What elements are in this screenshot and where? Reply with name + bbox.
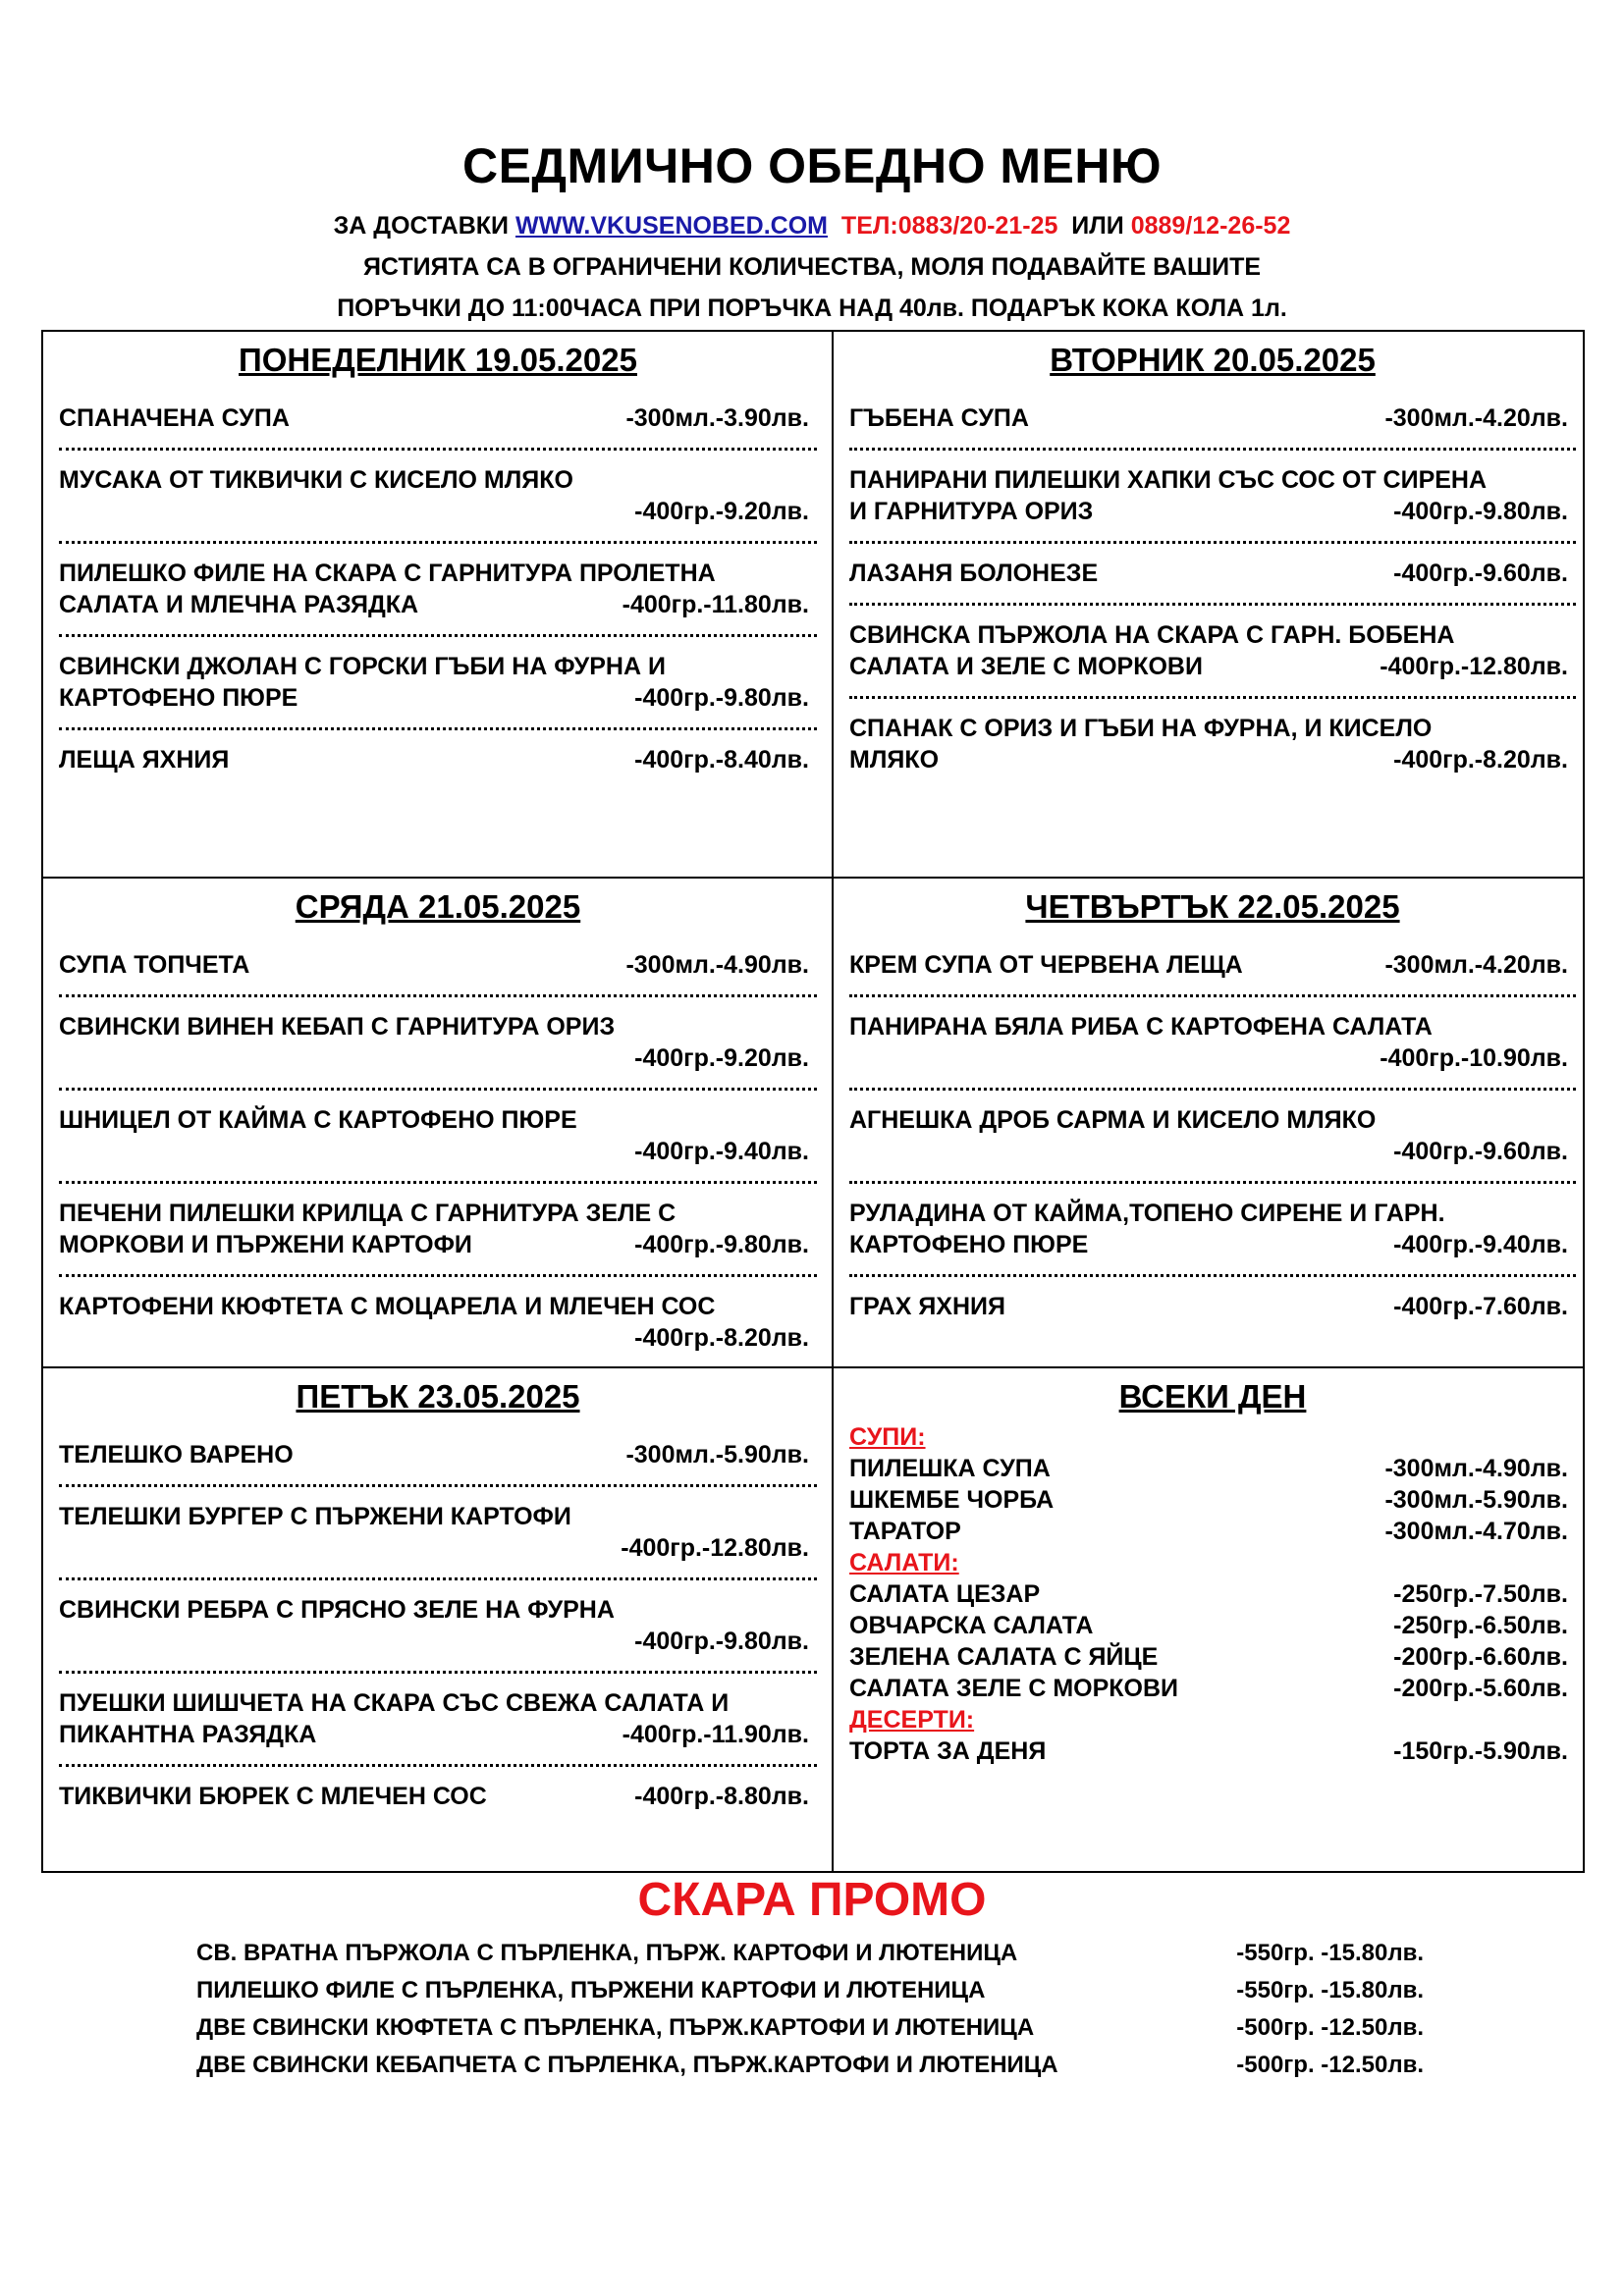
menu-item: МУСАКА ОТ ТИКВИЧКИ С КИСЕЛО МЛЯКО -400гр.-9.20лв.: [59, 466, 809, 525]
menu-item: ПАНИРАНА БЯЛА РИБА С КАРТОФЕНА САЛАТА -400гр.-10.90лв.: [849, 1013, 1568, 1072]
promo-title: СКАРА ПРОМО: [637, 1874, 987, 1926]
phone-primary: ТЕЛ:0883/20-21-25: [840, 212, 1058, 240]
promo-item: ПИЛЕШКО ФИЛЕ С ПЪРЛЕНКА, ПЪРЖЕНИ КАРТОФИ И ЛЮТЕНИЦА -550гр. -15.80лв.: [196, 1977, 1424, 2003]
menu-item: СВИНСКИ РЕБРА С ПРЯСНО ЗЕЛЕ НА ФУРНА -400гр.-9.80лв.: [59, 1596, 809, 1655]
list-item: ТОРТА ЗА ДЕНЯ -150гр.-5.90лв.: [849, 1737, 1568, 1765]
dotted-separator: [849, 1274, 1576, 1277]
website-link[interactable]: WWW.VKUSENOBED.COM: [514, 212, 829, 240]
menu-item: ПУЕШКИ ШИШЧЕТА НА СКАРА СЪС СВЕЖА САЛАТА И ПИКАНТНА РАЗЯДКА -400гр.-11.90лв.: [59, 1689, 809, 1748]
or-label: ИЛИ: [1071, 212, 1124, 240]
dotted-separator: [59, 541, 817, 544]
day-title: ЧЕТВЪРТЪК 22.05.2025: [1025, 888, 1400, 925]
list-item: ТАРАТОР -300мл.-4.70лв.: [849, 1518, 1568, 1545]
day-friday: [59, 1368, 817, 1812]
phone-secondary: 0889/12-26-52: [1130, 212, 1291, 240]
menu-item: ТЕЛЕШКИ БУРГЕР С ПЪРЖЕНИ КАРТОФИ -400гр.-12.80лв.: [59, 1503, 809, 1562]
category-soups: СУПИ:: [849, 1423, 926, 1451]
dotted-separator: [59, 727, 817, 730]
dotted-separator: [59, 994, 817, 997]
dotted-separator: [59, 1577, 817, 1580]
grid-divider-vertical: [832, 332, 834, 1871]
day-title: СРЯДА 21.05.2025: [295, 888, 581, 925]
dotted-separator: [59, 1181, 817, 1184]
menu-item: СВИНСКИ ДЖОЛАН С ГОРСКИ ГЪБИ НА ФУРНА И КАРТОФЕНО ПЮРЕ -400гр.-9.80лв.: [59, 653, 809, 712]
list-item: ЗЕЛЕНА САЛАТА С ЯЙЦЕ -200гр.-6.60лв.: [849, 1643, 1568, 1671]
list-item: ОВЧАРСКА САЛАТА -250гр.-6.50лв.: [849, 1612, 1568, 1639]
menu-item: ЛАЗАНЯ БОЛОНЕЗЕ -400гр.-9.60лв.: [849, 560, 1568, 587]
promo-item: СВ. ВРАТНА ПЪРЖОЛА С ПЪРЛЕНКА, ПЪРЖ. КАРТОФИ И ЛЮТЕНИЦА -550гр. -15.80лв.: [196, 1940, 1424, 1966]
dotted-separator: [59, 1088, 817, 1091]
dotted-separator: [849, 994, 1576, 997]
day-title: ПОНЕДЕЛНИК 19.05.2025: [239, 342, 637, 378]
dotted-separator: [849, 603, 1576, 606]
day-title: ПЕТЪК 23.05.2025: [296, 1378, 580, 1415]
delivery-line: [0, 212, 1624, 240]
dotted-separator: [849, 696, 1576, 699]
menu-grid: [41, 330, 1585, 1873]
day-tuesday: [849, 332, 1576, 775]
day-wednesday: [59, 879, 817, 1354]
menu-item: СВИНСКА ПЪРЖОЛА НА СКАРА С ГАРН. БОБЕНА САЛАТА И ЗЕЛЕ С МОРКОВИ -400гр.-12.80лв.: [849, 621, 1568, 680]
menu-item: ЛЕЩА ЯХНИЯ -400гр.-8.40лв.: [59, 746, 809, 774]
dotted-separator: [59, 1274, 817, 1277]
list-item: ПИЛЕШКА СУПА -300мл.-4.90лв.: [849, 1455, 1568, 1482]
menu-item: РУЛАДИНА ОТ КАЙМА,ТОПЕНО СИРЕНЕ И ГАРН. КАРТОФЕНО ПЮРЕ -400гр.-9.40лв.: [849, 1200, 1568, 1258]
page-title: СЕДМИЧНО ОБЕДНО МЕНЮ: [461, 138, 1163, 193]
list-item: САЛАТА ЗЕЛЕ С МОРКОВИ -200гр.-5.60лв.: [849, 1675, 1568, 1702]
notice-line-1: ЯСТИЯТА СА В ОГРАНИЧЕНИ КОЛИЧЕСТВА, МОЛЯ ПОДАВАЙТЕ ВАШИТЕ: [362, 253, 1262, 281]
dotted-separator: [849, 1181, 1576, 1184]
dotted-separator: [59, 1764, 817, 1767]
menu-item: ТЕЛЕШКО ВАРЕНО -300мл.-5.90лв.: [59, 1441, 809, 1468]
menu-item: ТИКВИЧКИ БЮРЕК С МЛЕЧЕН СОС -400гр.-8.80лв.: [59, 1783, 809, 1810]
dotted-separator: [59, 1671, 817, 1674]
list-item: ШКЕМБЕ ЧОРБА -300мл.-5.90лв.: [849, 1486, 1568, 1514]
notice-line-2: ПОРЪЧКИ ДО 11:00ЧАСА ПРИ ПОРЪЧКА НАД 40лв. ПОДАРЪК КОКА КОЛА 1л.: [337, 294, 1287, 322]
dotted-separator: [849, 541, 1576, 544]
category-desserts: ДЕСЕРТИ:: [849, 1706, 975, 1734]
menu-item: СВИНСКИ ВИНЕН КЕБАП С ГАРНИТУРА ОРИЗ -400гр.-9.20лв.: [59, 1013, 809, 1072]
menu-item: КРЕМ СУПА ОТ ЧЕРВЕНА ЛЕЩА -300мл.-4.20лв.: [849, 951, 1568, 979]
menu-item: ШНИЦЕЛ ОТ КАЙМА С КАРТОФЕНО ПЮРЕ -400гр.-9.40лв.: [59, 1106, 809, 1165]
menu-item: КАРТОФЕНИ КЮФТЕТА С МОЦАРЕЛА И МЛЕЧЕН СОС -400гр.-8.20лв.: [59, 1293, 809, 1352]
menu-item: ПЕЧЕНИ ПИЛЕШКИ КРИЛЦА С ГАРНИТУРА ЗЕЛЕ С МОРКОВИ И ПЪРЖЕНИ КАРТОФИ -400гр.-9.80лв.: [59, 1200, 809, 1258]
menu-item: СУПА ТОПЧЕТА -300мл.-4.90лв.: [59, 951, 809, 979]
menu-item: ПАНИРАНИ ПИЛЕШКИ ХАПКИ СЪС СОС ОТ СИРЕНА И ГАРНИТУРА ОРИЗ -400гр.-9.80лв.: [849, 466, 1568, 525]
day-title: ВТОРНИК 20.05.2025: [1050, 342, 1376, 378]
menu-item: ГРАХ ЯХНИЯ -400гр.-7.60лв.: [849, 1293, 1568, 1320]
list-item: САЛАТА ЦЕЗАР -250гр.-7.50лв.: [849, 1580, 1568, 1608]
day-thursday: [849, 879, 1576, 1322]
menu-item: ПИЛЕШКО ФИЛЕ НА СКАРА С ГАРНИТУРА ПРОЛЕТНА САЛАТА И МЛЕЧНА РАЗЯДКА -400гр.-11.80лв.: [59, 560, 809, 618]
menu-item: СПАНАЧЕНА СУПА -300мл.-3.90лв.: [59, 404, 809, 432]
day-monday: [59, 332, 817, 775]
everyday-menu: [849, 1368, 1576, 1767]
dotted-separator: [59, 1484, 817, 1487]
promo-item: ДВЕ СВИНСКИ КЕБАПЧЕТА С ПЪРЛЕНКА, ПЪРЖ.КАРТОФИ И ЛЮТЕНИЦА -500гр. -12.50лв.: [196, 2052, 1424, 2078]
dotted-separator: [59, 634, 817, 637]
category-salads: САЛАТИ:: [849, 1549, 959, 1576]
delivery-label: ЗА ДОСТАВКИ: [333, 212, 510, 240]
menu-item: АГНЕШКА ДРОБ САРМА И КИСЕЛО МЛЯКО -400гр.-9.60лв.: [849, 1106, 1568, 1165]
menu-item: СПАНАК С ОРИЗ И ГЪБИ НА ФУРНА, И КИСЕЛО МЛЯКО -400гр.-8.20лв.: [849, 715, 1568, 774]
everyday-title: ВСЕКИ ДЕН: [1118, 1378, 1307, 1415]
dotted-separator: [849, 1088, 1576, 1091]
menu-item: ГЪБЕНА СУПА -300мл.-4.20лв.: [849, 404, 1568, 432]
promo-item: ДВЕ СВИНСКИ КЮФТЕТА С ПЪРЛЕНКА, ПЪРЖ.КАРТОФИ И ЛЮТЕНИЦА -500гр. -12.50лв.: [196, 2014, 1424, 2041]
dotted-separator: [849, 448, 1576, 451]
dotted-separator: [59, 448, 817, 451]
